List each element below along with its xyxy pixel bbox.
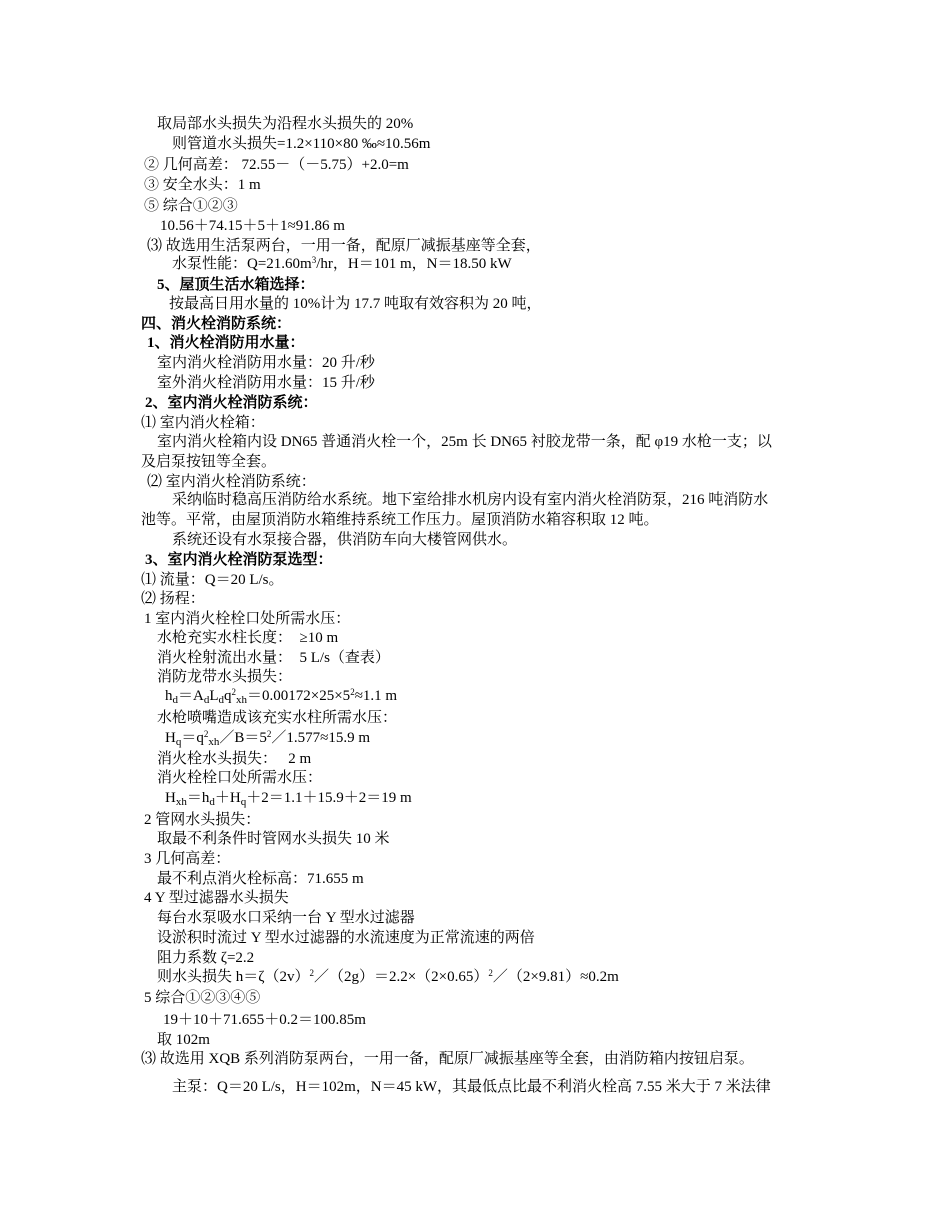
formula-y-filter — [157, 967, 619, 987]
subscript: xh — [208, 736, 220, 748]
text-line: 消火栓射流出水量： 5 L/s（查表） — [157, 650, 390, 666]
superscript: 2 — [266, 729, 272, 739]
text-line: ⑤ 综合①②③ — [144, 198, 238, 214]
text-line: 消防龙带水头损失： — [157, 669, 293, 685]
text-run: ＋2＝1.1＋15.9＋2＝19 m — [246, 790, 412, 806]
text-run: /hr，H＝101 m，N＝18.50 kW — [316, 256, 512, 272]
text-line: 室外消火栓消防用水量：15 升/秒 — [157, 375, 375, 391]
text-line: 消火栓水头损失： 2 m — [157, 751, 312, 767]
superscript: 2 — [203, 729, 209, 739]
text-run: 水泵性能：Q=21.60m — [172, 256, 312, 272]
text-line: ③ 安全水头：1 m — [144, 177, 261, 193]
text-line: ⑵ 室内消火栓消防系统： — [147, 474, 316, 490]
text-line: 池等。平常，由屋顶消防水箱维持系统工作压力。屋顶消防水箱容积取 12 吨。 — [141, 512, 659, 528]
text-run: ＝q — [181, 730, 204, 746]
formula-hq — [165, 728, 370, 748]
formula-hd — [165, 686, 397, 706]
superscript: 2 — [231, 687, 237, 697]
formula-hxh — [165, 788, 412, 808]
superscript: 3 — [311, 255, 317, 265]
text-run: ＝0.00172×25×5 — [247, 688, 351, 704]
text-run: ＋H — [214, 790, 241, 806]
subscript: xh — [236, 694, 248, 706]
text-line: 水枪喷嘴造成该充实水柱所需水压： — [157, 710, 398, 726]
text-line: 水枪充实水柱长度： ≥10 m — [157, 630, 339, 646]
text-line: ⑴ 流量：Q＝20 L/s。 — [141, 572, 284, 588]
text-line: ⑴ 室内消火栓箱： — [141, 415, 265, 431]
text-line: ⑶ 故选用生活泵两台，一用一备，配原厂减振基座等全套， — [147, 238, 541, 254]
text-line: 室内消火栓消防用水量：20 升/秒 — [157, 355, 375, 371]
superscript: 2 — [350, 687, 355, 697]
text-line: 系统还设有水泵接合器，供消防车向大楼管网供水。 — [172, 532, 518, 548]
subscript: d — [218, 694, 225, 706]
section-heading: 1、消火栓消防用水量： — [147, 335, 305, 351]
text-run: h — [165, 688, 173, 704]
text-line: 设淤积时流过 Y 型水过滤器的水流速度为正常流速的两倍 — [157, 930, 535, 946]
text-line — [172, 254, 512, 274]
section-heading: 5、屋顶生活水箱选择： — [157, 277, 315, 293]
text-line: 室内消火栓箱内设 DN65 普通消火栓一个，25m 长 DN65 衬胶龙带一条，配 φ19 水枪一支；以 — [157, 434, 772, 450]
text-line: ② 几何高差： 72.55－（－5.75）+2.0=m — [144, 157, 409, 173]
text-line: ⑵ 扬程： — [141, 591, 205, 607]
text-run: ／（2×9.81）≈0.2m — [492, 969, 619, 985]
subscript: q — [175, 736, 182, 748]
text-line: 取最不利条件时管网水头损失 10 米 — [157, 831, 390, 847]
text-line: 1 室内消火栓栓口处所需水压： — [144, 611, 351, 627]
text-run: q — [224, 688, 232, 704]
section-heading: 四、消火栓消防系统： — [141, 316, 292, 332]
text-run: H — [165, 730, 176, 746]
text-run: 则水头损失 h＝ζ（2v） — [157, 969, 310, 985]
text-line: 消火栓栓口处所需水压： — [157, 770, 323, 786]
text-line: 阻力系数 ζ=2.2 — [157, 950, 255, 966]
text-line: ⑶ 故选用 XQB 系列消防泵两台，一用一备，配原厂减振基座等全套，由消防箱内按钮启泵。 — [141, 1051, 754, 1067]
text-run: ／1.577≈15.9 m — [271, 730, 371, 746]
text-line: 主泵：Q＝20 L/s，H＝102m，N＝45 kW，其最低点比最不利消火栓高 7.55 米大于 7 米法律 — [172, 1079, 771, 1095]
text-line: 3 几何高差： — [144, 851, 231, 867]
text-line: 取局部水头损失为沿程水头损失的 20% — [157, 116, 414, 132]
text-line: 4 Y 型过滤器水头损失 — [144, 890, 289, 906]
text-line: 按最高日用水量的 10%计为 17.7 吨取有效容积为 20 吨， — [169, 296, 542, 312]
text-line: 最不利点消火栓标高：71.655 m — [157, 871, 364, 887]
text-run: ＝h — [186, 790, 210, 806]
section-heading: 2、室内消火栓消防系统： — [145, 395, 318, 411]
text-line: 2 管网水头损失： — [144, 812, 261, 828]
text-line: 10.56＋74.15＋5＋1≈91.86 m — [160, 218, 345, 234]
subscript: q — [240, 796, 247, 808]
superscript: 2 — [309, 968, 314, 978]
text-line: 每台水泵吸水口采纳一台 Y 型水过滤器 — [157, 910, 415, 926]
text-line: 及启泵按钮等全套。 — [141, 454, 277, 470]
subscript: d — [203, 694, 210, 706]
section-heading: 3、室内消火栓消防泵选型： — [145, 552, 333, 568]
text-run: ／（2g）＝2.2×（2×0.65） — [313, 969, 489, 985]
text-run: ／B＝5 — [219, 730, 267, 746]
text-line: 5 综合①②③④⑤ — [144, 990, 261, 1006]
text-run: ＝A — [178, 688, 204, 704]
text-line: 取 102m — [157, 1032, 210, 1048]
subscript: xh — [175, 796, 187, 808]
text-line: 采纳临时稳高压消防给水系统。地下室给排水机房内设有室内消火栓消防泵，216 吨消防水 — [172, 492, 769, 508]
subscript: d — [209, 796, 215, 808]
text-run: H — [165, 790, 176, 806]
subscript: d — [172, 694, 178, 706]
text-run: ≈1.1 m — [354, 688, 398, 704]
text-line: 则管道水头损失=1.2×110×80 ‰≈10.56m — [172, 136, 431, 152]
text-run: L — [209, 688, 219, 704]
superscript: 2 — [488, 968, 493, 978]
text-line: 19＋10＋71.655＋0.2＝100.85m — [163, 1012, 366, 1028]
